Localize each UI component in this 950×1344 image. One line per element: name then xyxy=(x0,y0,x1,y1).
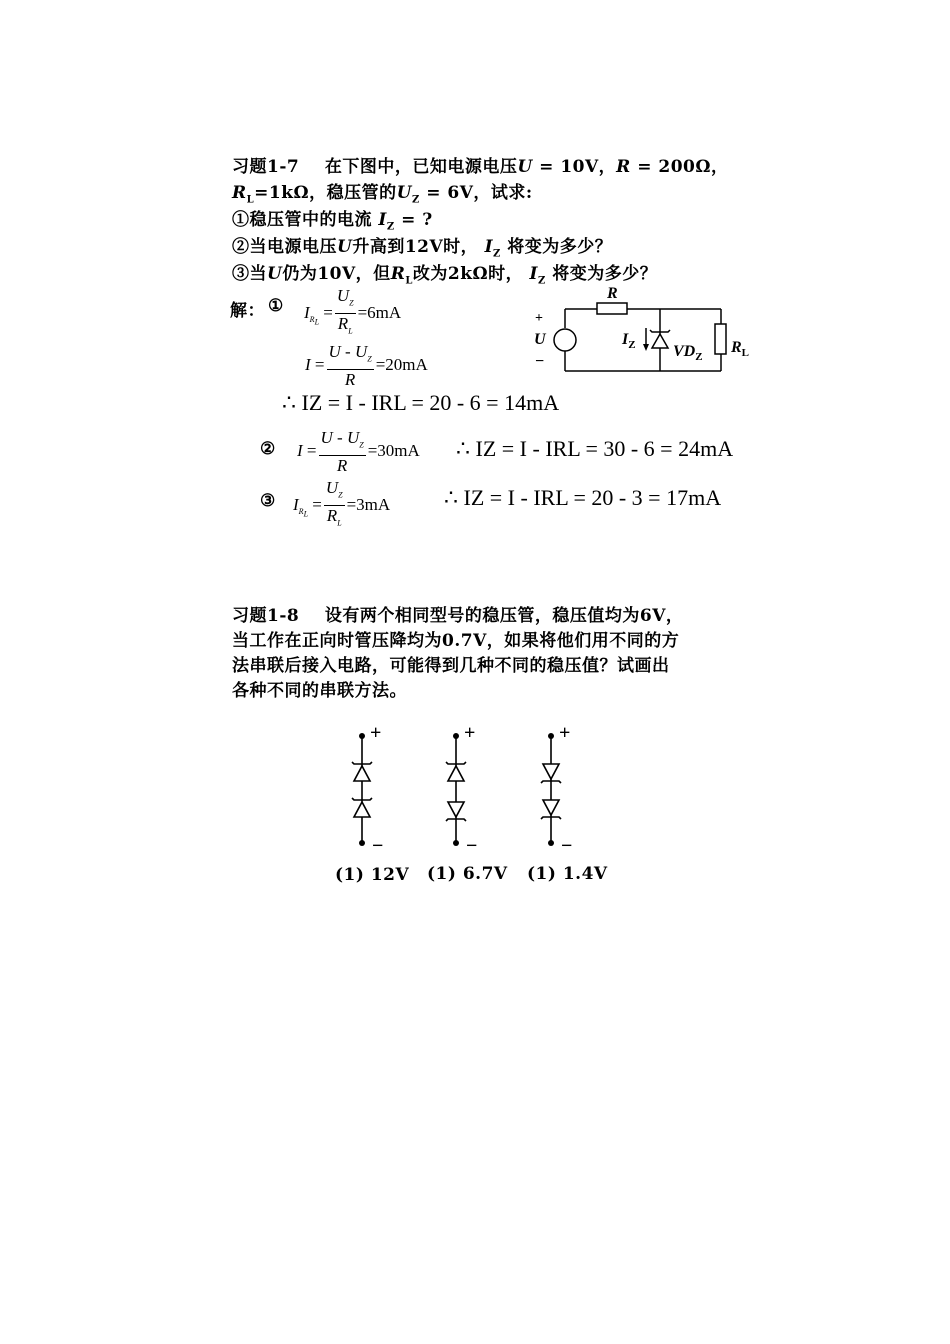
problem-1-7-title: 习题1-7 xyxy=(232,157,300,177)
eq-irl-1: $I_{R_L}$ = $\frac{U_Z}{R_L}$ =6mA xyxy=(304,286,402,336)
problem-1-8-line4: 各种不同的串联方法。 xyxy=(232,681,407,701)
series-config-3 xyxy=(541,736,561,843)
svg-text:+: + xyxy=(559,722,571,744)
resistor-r xyxy=(597,303,627,314)
question-1: ①稳压管中的电流 $I_Z$ = ? xyxy=(232,210,433,233)
label-r: R xyxy=(607,285,618,302)
caption-3: (1) 1.4V xyxy=(527,864,608,884)
current-arrow xyxy=(643,344,649,351)
circuit-diagram xyxy=(525,280,765,380)
eq-iz-1: ∴ IZ = I - IRL = 20 - 6 = 14mA xyxy=(282,390,560,415)
svg-text:−: − xyxy=(372,835,384,857)
label-vdz: $VD_Z$ xyxy=(673,343,703,363)
label-minus: − xyxy=(535,353,545,370)
problem-1-8-line1: 习题1-8 设有两个相同型号的稳压管，稳压值均为6V， xyxy=(232,606,684,626)
voltage-source xyxy=(554,329,576,351)
resistor-rl xyxy=(715,324,726,354)
question-3: ③当U仍为10V，但$R_L$改为2kΩ时， $I_Z$ 将变为多少？ xyxy=(232,264,658,287)
problem-1-7-line2: $R_L=1k\Omega$，稳压管的$U_Z = 6V$，试求: xyxy=(232,183,533,206)
svg-text:+: + xyxy=(370,722,382,744)
eq-iz-3: ∴ IZ = I - IRL = 20 - 3 = 17mA xyxy=(444,485,722,510)
series-config-2 xyxy=(446,736,466,843)
caption-1: (1) 12V xyxy=(335,865,410,885)
caption-2: (1) 6.7V xyxy=(427,864,508,884)
solution-3-mark: ③ xyxy=(260,491,276,511)
zener-series-diagrams xyxy=(330,718,610,858)
eq-iz-2: ∴ IZ = I - IRL = 30 - 6 = 24mA xyxy=(456,436,734,461)
label-plus: + xyxy=(535,311,543,326)
problem-1-8-line2: 当工作在正向时管压降均为0.7V，如果将他们用不同的方 xyxy=(232,631,680,651)
svg-text:−: − xyxy=(561,835,573,857)
label-u: U xyxy=(534,331,546,348)
eq-irl-3: $I_{R_L}$ = $\frac{U_Z}{R_L}$ =3mA xyxy=(293,478,391,528)
zener-diode-symbol xyxy=(650,330,670,348)
problem-1-8-line3: 法串联后接入电路，可能得到几种不同的稳压值？试画出 xyxy=(232,656,670,676)
problem-1-7-line1: 习题1-7 在下图中，已知电源电压U = 10V，R = 200Ω， xyxy=(232,157,729,177)
eq-i-2: I = $\frac{U - U_Z}{R}$ =30mA xyxy=(297,428,420,476)
solution-label: 解： xyxy=(230,301,265,321)
series-config-1 xyxy=(352,736,372,843)
svg-text:+: + xyxy=(464,722,476,744)
svg-text:−: − xyxy=(466,835,478,857)
eq-i-1: I = $\frac{U - U_Z}{R}$ =20mA xyxy=(305,342,428,390)
question-2: ②当电源电压U升高到12V时， $I_Z$ 将变为多少？ xyxy=(232,237,613,260)
label-iz: $I_Z$ xyxy=(622,331,636,351)
solution-2-mark: ② xyxy=(260,439,276,459)
problem-1-8-title: 习题1-8 xyxy=(232,606,300,626)
label-rl: $R_L$ xyxy=(731,339,750,359)
solution-1-mark: ① xyxy=(268,296,284,316)
